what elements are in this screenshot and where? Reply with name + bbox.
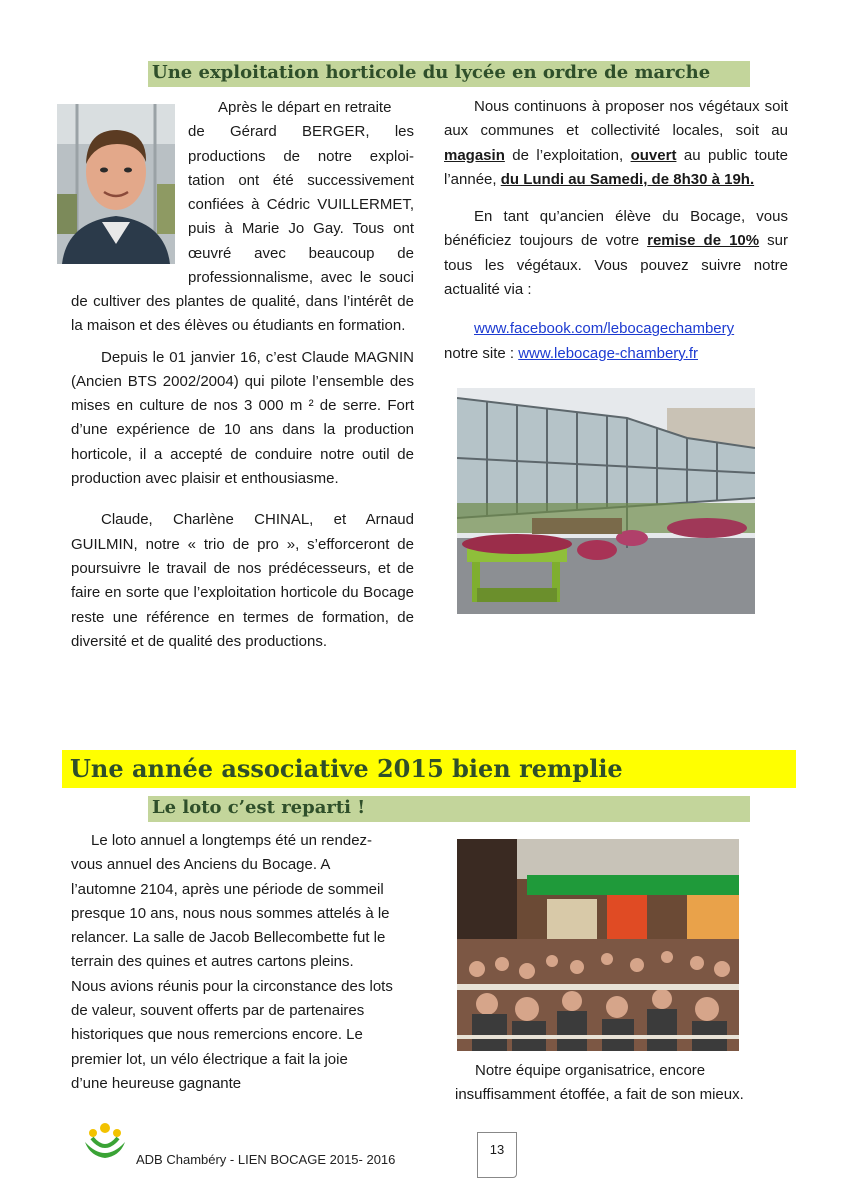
intro-line: puis à Marie Jo Gay. Tous ont [188, 220, 414, 238]
greenhouse-photo [457, 388, 755, 614]
intro-line: professionnalisme, avec le souci [188, 269, 414, 287]
section-heading-loto: Le loto c’est reparti ! [148, 796, 750, 822]
page-number-box [477, 1132, 517, 1178]
section-heading-exploitation: Une exploitation horticole du lycée en ordre de marche [148, 61, 750, 87]
page-number: 13 [489, 1142, 505, 1157]
site-line [444, 342, 788, 366]
loto-line: Le loto annuel a longtemps été un rendez- [91, 832, 373, 849]
caption-line: insuffisamment étoffée, a fait de son mieux. [455, 1086, 744, 1104]
association-logo [80, 1120, 130, 1162]
loto-line: de valeur, souvent offerts par de partenaires [71, 1002, 365, 1020]
discount-label: remise de 10% [647, 232, 760, 250]
loto-hall-photo [457, 839, 739, 1051]
portrait-photo [57, 104, 175, 264]
discount-text-b: sur tous les végétaux. Vous pouvez suivre notre actualité via : [444, 232, 788, 299]
discount-paragraph [444, 205, 788, 302]
intro-paragraph-continued [71, 290, 414, 654]
loto-line: vous annuel des Anciens du Bocage. A [71, 856, 331, 874]
magnin-paragraph: Depuis le 01 janvier 16, c’est Claude MAGNIN (Ancien BTS 2002/2004) qui pilote l’ensemble des mises en culture de nos 3 000 m ² de serre. Fort d’une expérience de 10 ans dans la production horticole, il a accepté de conduire notre outil de production avec plaisir et enthousiasme. [71, 348, 414, 488]
shop-paragraph [444, 95, 788, 192]
opening-hours: du Lundi au Samedi, de 8h30 à 19h. [500, 170, 755, 188]
right-column-text [444, 95, 788, 366]
caption-line: Notre équipe organisatrice, encore [475, 1062, 706, 1079]
loto-line: terrain des quines et autres cartons pleins. [71, 953, 354, 971]
loto-line: premier lot, un vélo électrique a fait la joie [71, 1050, 348, 1068]
intro-line: de Gérard BERGER, les [188, 123, 414, 141]
shop-text-a: Nous continuons à proposer nos végétaux soit aux communes et collectivité locales, soit au [444, 98, 788, 140]
magasin-label: magasin [444, 146, 505, 164]
loto-line: historiques que nous remercions encore. Le [71, 1026, 363, 1044]
loto-paragraph [71, 829, 431, 1096]
loto-line: Nous avions réunis pour la circonstance des lots [71, 977, 393, 995]
loto-line: presque 10 ans, nous nous sommes attelés à le [71, 904, 390, 922]
footer-publication: ADB Chambéry - LIEN BOCAGE 2015- 2016 [136, 1152, 396, 1167]
loto-line: l’automne 2104, après une période de sommeil [71, 880, 384, 898]
shop-text-c: au public toute l’année, [444, 146, 788, 188]
site-prefix: notre site : [444, 344, 519, 362]
loto-line: d’une heureuse gagnante [71, 1074, 242, 1092]
loto-line: relancer. La salle de Jacob Bellecombette fut le [71, 929, 386, 947]
trio-paragraph: Claude, Charlène CHINAL, et Arnaud GUILMIN, notre « trio de pro », s’efforceront de poursuivre le travail de nos prédécesseurs, et de faire en sorte que l’exploitation horticole du Bocage reste une référence en termes de formation, de diversité et de qualité des productions. [71, 511, 414, 650]
intro-paragraph-wrapped [188, 96, 414, 290]
section-heading-annee-associative: Une année associative 2015 bien remplie [62, 750, 796, 788]
facebook-link[interactable]: www.facebook.com/lebocagechambery [474, 320, 735, 338]
intro-line: productions de notre exploi- [188, 147, 414, 165]
ouvert-label: ouvert [630, 146, 677, 164]
facebook-line [444, 317, 788, 341]
shop-text-b: de l’exploitation, [504, 146, 631, 164]
loto-photo-caption [455, 1059, 775, 1108]
website-link[interactable]: www.lebocage-chambery.fr [518, 344, 698, 362]
intro-line: Après le départ en retraite [218, 99, 392, 116]
discount-text-a: En tant qu’ancien élève du Bocage, vous bénéficiez toujours de votre [444, 208, 788, 250]
intro-line: confiées à Cédric VUILLERMET, [188, 196, 414, 214]
intro-line: tation ont été successivement [188, 171, 414, 189]
intro-line: œuvré avec beaucoup de [188, 244, 414, 262]
intro-paragraph-end: de cultiver des plantes de qualité, dans l’intérêt de la maison et des élèves ou étudiants en formation. [71, 293, 414, 335]
